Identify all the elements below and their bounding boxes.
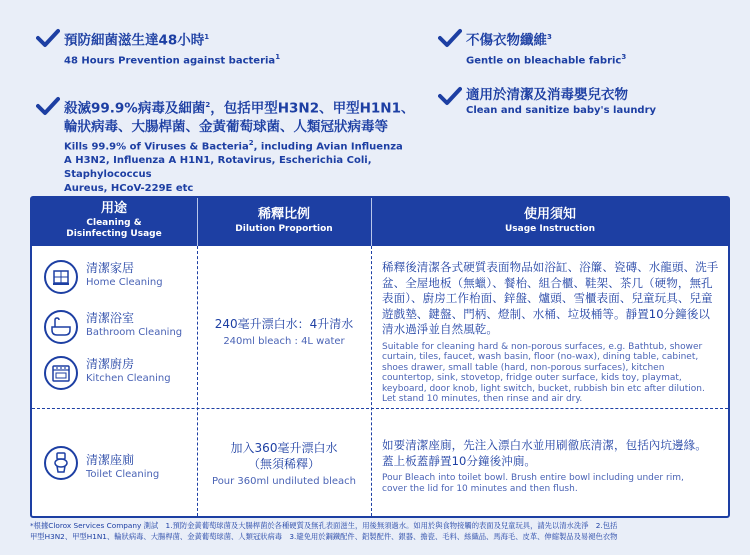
instruction-line-en: Pour Bleach into toilet bowl. Brush entire bowl including under rim,	[382, 473, 684, 483]
claim-zh-line2: 輪狀病毒、大腸桿菌、金黃葡萄球菌、人類冠狀病毒等	[64, 118, 388, 135]
toilet-icon	[44, 446, 78, 480]
instruction-line-en: cover the lid for 10 minutes and then flush.	[382, 483, 578, 494]
dilution-toilet-zh1: 加入360毫升漂白水	[230, 441, 338, 455]
claim-zh-line1b: ，包括甲型H3N2、甲型H1N1、	[210, 100, 415, 117]
instruction-line-en: keyboard, door knob, light switch, bucket, rubbish bin etc after dilution.	[382, 383, 705, 394]
instruction-line: 清水過淨並自然風乾。	[382, 322, 498, 336]
dilution-toilet	[198, 440, 370, 489]
use-bathroom-zh: 清潔浴室	[86, 311, 135, 325]
footnote-line1: *根據Clorox Services Company 測試 1.預防金黃葡萄球菌及大腸桿菌於各種硬質及無孔表面滋生，用後無須過水。如用於與食物接觸的表面及兒童玩具，請先以清水洗淨 2.包括	[30, 521, 618, 530]
checkmark-icon	[438, 86, 462, 106]
claim-zh: 適用於清潔及消毒嬰兒衣物	[466, 87, 628, 103]
header-instruction-zh: 使用須知	[523, 207, 576, 222]
instruction-line-en: curtain, tiles, faucet, wash basin, floor (no-wax), dining table, cabinet,	[382, 352, 699, 363]
instruction-line-en: Let stand 10 minutes, then rinse and air dry.	[382, 394, 583, 405]
instruction-line-en: shoes drawer, small table (hard, non-porous surfaces), kitchen	[382, 362, 665, 373]
instruction-line: 遊戲墊、鍵盤、門柄、燈制、水桶、垃圾桶等。靜置10分鐘後以	[382, 306, 711, 321]
claim-en: Gentle on bleachable fabric	[466, 54, 622, 66]
footnote	[30, 520, 730, 542]
home-icon	[44, 260, 78, 294]
claim-en-line2: A H3N2, Influenza A H1N1, Rotavirus, Escherichia Coli, Staphylococcus	[64, 154, 372, 180]
use-toilet-zh: 清潔座廁	[86, 453, 135, 467]
instruction-line: 稀釋後清潔各式硬質表面物品如浴缸、浴簾、瓷磚、水龍頭、洗手	[382, 260, 719, 274]
use-bathroom-en: Bathroom Cleaning	[86, 327, 183, 338]
claim-zh: 預防細菌滋生達48小時	[64, 32, 205, 49]
instruction-toilet	[382, 438, 724, 494]
claim-en: Clean and sanitize baby's laundry	[466, 105, 657, 116]
header-divider	[197, 198, 198, 246]
claim-zh-line1: 殺滅99.9%病毒及細菌	[64, 100, 206, 117]
dilution-toilet-en: Pour 360ml undiluted bleach	[212, 476, 356, 487]
dilution-general-zh: 240毫升漂白水：4升清水	[214, 317, 354, 331]
dilution-general	[198, 316, 370, 349]
use-home-en: Home Cleaning	[86, 277, 163, 288]
footnote-ref: 1	[204, 33, 210, 41]
dilution-general-en: 240ml bleach : 4L water	[223, 336, 345, 347]
header-dilution-en: Dilution Proportion	[235, 224, 333, 234]
instruction-line: 如要清潔座廁，先注入漂白水並用刷徹底清潔，包括內坑邊緣。	[382, 438, 707, 452]
checkmark-icon	[36, 96, 60, 116]
use-toilet-en: Toilet Cleaning	[86, 469, 160, 480]
claim-en: 48 Hours Prevention against bacteria	[64, 54, 276, 66]
use-kitchen-en: Kitchen Cleaning	[86, 373, 171, 384]
bathroom-icon	[44, 310, 78, 344]
footnote-ref: 3	[621, 52, 627, 61]
claim-en-line3: Aureus, HCoV-229E etc	[64, 182, 194, 194]
kitchen-icon	[44, 356, 78, 390]
instruction-line: 蓋上板蓋靜置10分鐘後沖廁。	[382, 453, 537, 468]
row-divider	[32, 408, 728, 409]
usage-table	[30, 196, 730, 518]
footnote-ref: 1	[275, 52, 281, 61]
footnote-line2: 甲型H3N2、甲型H1N1、輪狀病毒、大腸桿菌、金黃葡萄球菌、人類冠狀病毒 3.避免用於鋼鐵配件、鋁製配件、銀器、擔瓷、毛料、絲織品、馬海毛、皮革、伸縮製品及易褪色衣物	[30, 532, 618, 541]
table-header	[32, 198, 728, 246]
checkmark-icon	[438, 28, 462, 48]
header-usage-zh: 用途	[100, 201, 127, 216]
header-instruction	[372, 198, 728, 246]
footnote-ref: 2	[248, 138, 254, 147]
claim-en-line1a: Kills 99.9% of Viruses & Bacteria	[64, 140, 249, 152]
instruction-line: 盆、全屋地板（無蠟）、餐枱、組合櫃、鞋架、茶几（硬物，無孔	[382, 275, 713, 290]
instruction-line-en: countertop, sink, stovetop, fridge outer surface, kids toy, playmat,	[382, 373, 682, 384]
header-usage-en2: Disinfecting Usage	[66, 229, 162, 239]
checkmark-icon	[36, 28, 60, 48]
instruction-line-en: Suitable for cleaning hard & non-porous surfaces, e.g. Bathtub, shower	[382, 341, 703, 352]
use-home-zh: 清潔家居	[86, 261, 135, 275]
header-divider	[371, 198, 372, 246]
footnote-ref: 3	[547, 33, 552, 41]
header-dilution-zh: 稀釋比例	[257, 207, 310, 222]
instruction-general	[382, 260, 724, 405]
claim-zh: 不傷衣物纖維	[466, 32, 547, 49]
header-usage-en1: Cleaning &	[86, 218, 142, 228]
column-divider	[371, 246, 372, 516]
instruction-line: 表面）、廚房工作枱面、鋅盤、爐頭、雪櫃表面、兒童玩具、兒童	[382, 291, 713, 305]
header-instruction-en: Usage Instruction	[505, 224, 595, 234]
header-dilution	[198, 198, 370, 246]
use-kitchen-zh: 清潔廚房	[86, 357, 135, 371]
footnote-ref: 2	[205, 101, 211, 109]
dilution-toilet-zh2: （無須稀釋）	[247, 457, 320, 471]
header-usage	[32, 198, 196, 246]
claim-en-line1b: , including Avian Influenza	[253, 140, 403, 152]
